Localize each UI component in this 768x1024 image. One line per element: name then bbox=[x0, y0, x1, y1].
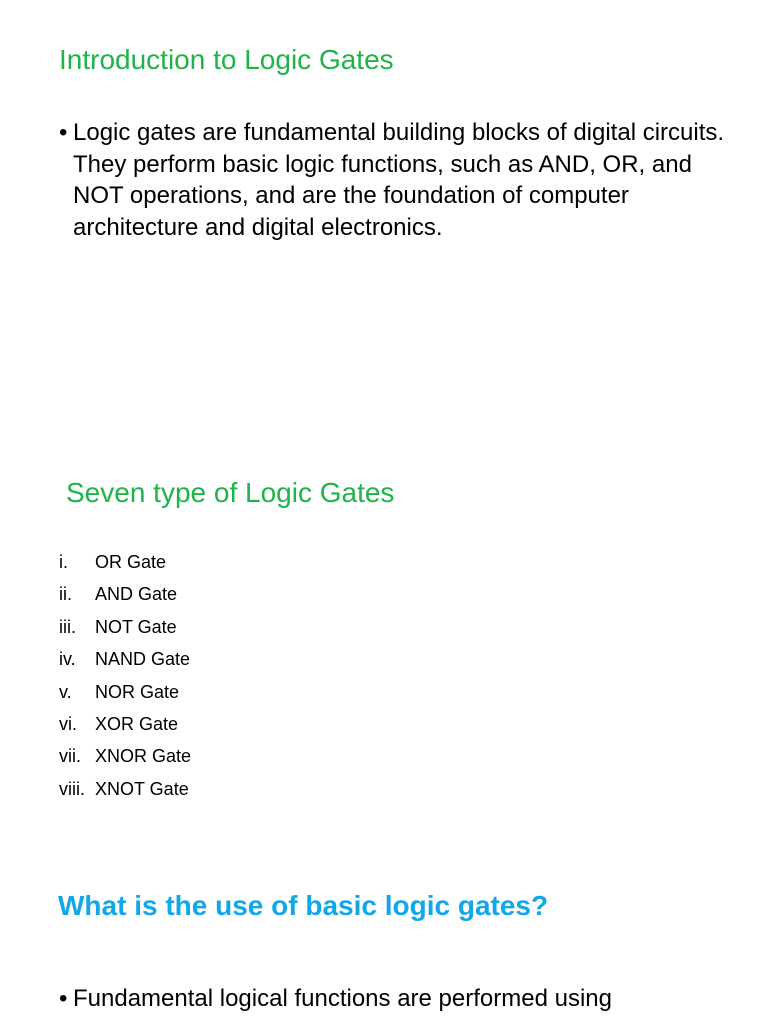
list-number: ii. bbox=[59, 584, 72, 605]
list-item bbox=[59, 645, 191, 677]
list-item bbox=[59, 742, 191, 774]
intro-bullet bbox=[59, 117, 733, 243]
list-item bbox=[59, 613, 191, 645]
list-label: XNOT Gate bbox=[95, 778, 189, 799]
list-number: v. bbox=[59, 681, 72, 702]
list-label: OR Gate bbox=[95, 552, 167, 572]
list-number: viii. bbox=[59, 778, 85, 799]
list-number: iv. bbox=[59, 649, 76, 670]
list-item bbox=[59, 548, 191, 580]
list-item bbox=[59, 710, 191, 742]
gate-types-list bbox=[59, 548, 191, 807]
list-label: XNOR Gate bbox=[95, 746, 192, 767]
bullet-marker: • bbox=[59, 985, 68, 1012]
list-item bbox=[59, 678, 191, 710]
intro-bullet-text: Logic gates are fundamental building blocks of digital circuits. They perform basic logic functions, such as AND, OR, and NOT operations, and are the foundation of computer architecture and digital electronics. bbox=[73, 119, 725, 241]
list-label: XOR Gate bbox=[95, 713, 179, 734]
gate-types-heading: Seven type of Logic Gates bbox=[66, 477, 395, 508]
use-bullet bbox=[59, 983, 733, 1015]
list-item bbox=[59, 775, 191, 807]
use-of-gates-heading: What is the use of basic logic gates? bbox=[58, 890, 549, 921]
list-number: i. bbox=[59, 552, 68, 572]
list-number: iii. bbox=[59, 616, 76, 637]
list-label: AND Gate bbox=[95, 584, 178, 605]
use-bullet-text: Fundamental logical functions are performed using bbox=[73, 985, 612, 1012]
list-number: vi. bbox=[59, 713, 77, 734]
list-label: NAND Gate bbox=[95, 649, 191, 670]
intro-heading: Introduction to Logic Gates bbox=[59, 44, 394, 75]
bullet-marker: • bbox=[59, 119, 68, 146]
list-label: NOR Gate bbox=[95, 681, 180, 702]
list-number: vii. bbox=[59, 746, 81, 767]
list-item bbox=[59, 580, 191, 612]
list-label: NOT Gate bbox=[95, 616, 177, 637]
